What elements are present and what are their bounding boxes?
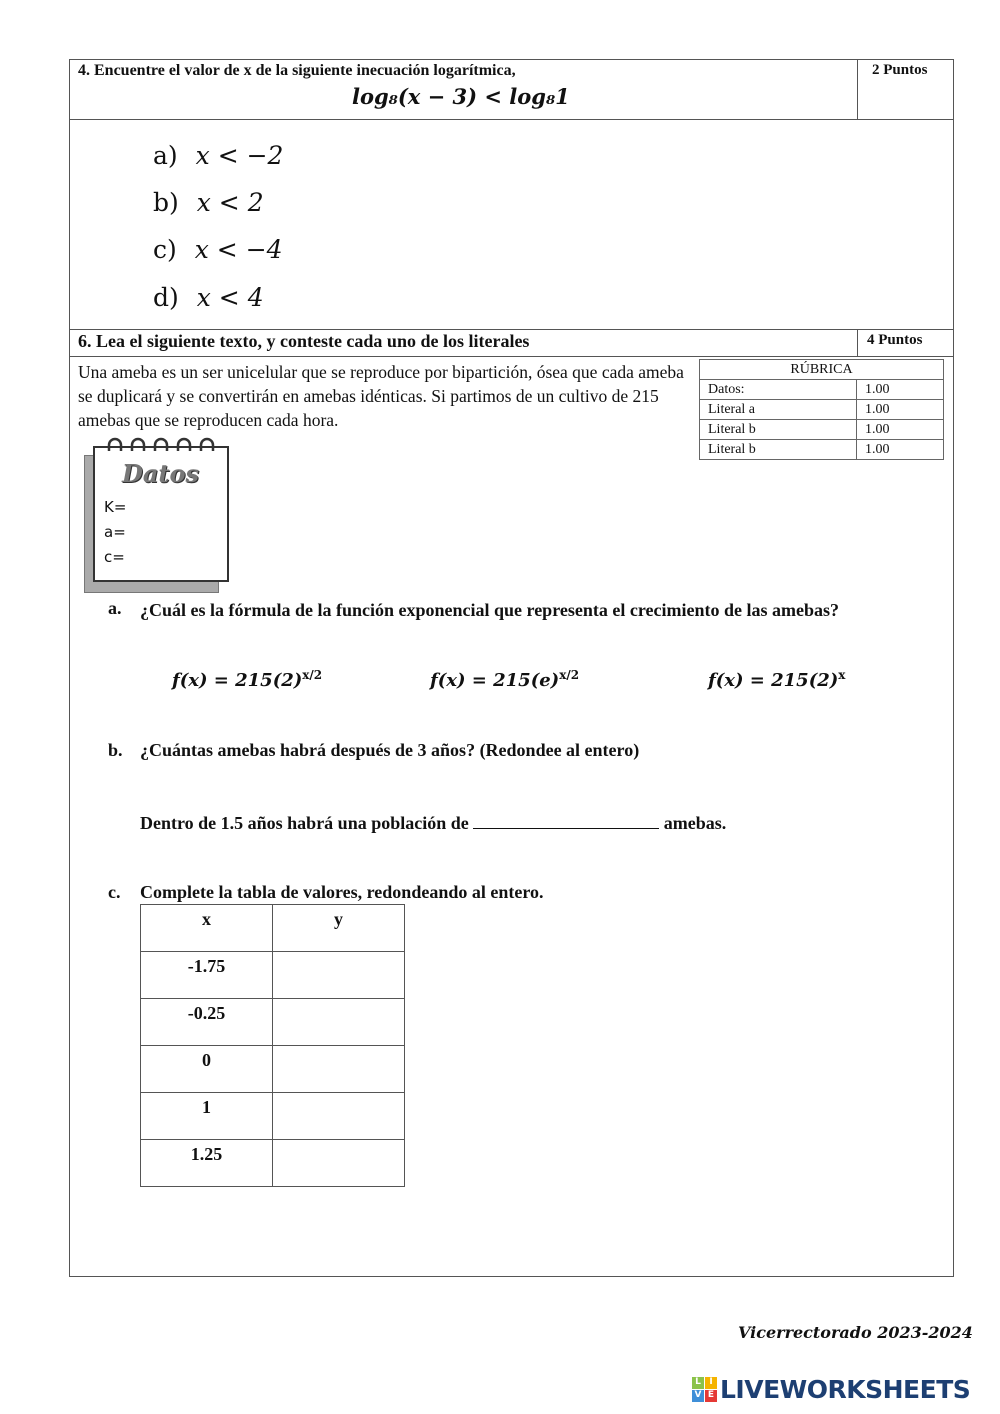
rubric-value: 1.00 xyxy=(857,400,944,420)
spiral-rings-icon xyxy=(104,437,224,461)
datos-k[interactable]: K= xyxy=(104,498,127,516)
literal-c-letter: c. xyxy=(108,882,121,902)
q4-points: 2 Puntos xyxy=(872,62,928,78)
q6-header-divider xyxy=(69,356,954,357)
formula-option-2[interactable] xyxy=(430,668,579,691)
brand-name: LIVEWORKSHEETS xyxy=(720,1375,971,1404)
q4-title: 4. Encuentre el valor de x de la siguiente inecuación logarítmica, xyxy=(78,62,516,79)
option-b[interactable] xyxy=(153,188,264,217)
x-value: -1.75 xyxy=(141,952,273,999)
y-input[interactable] xyxy=(273,999,405,1046)
formula-exponent: x/2 xyxy=(559,668,580,682)
option-letter: c) xyxy=(153,235,177,264)
q6-points: 4 Puntos xyxy=(867,332,923,348)
y-input[interactable] xyxy=(273,1093,405,1140)
header-y: y xyxy=(273,905,405,952)
answer-blank[interactable] xyxy=(473,812,659,829)
header-x: x xyxy=(141,905,273,952)
literal-b-letter: b. xyxy=(108,740,123,760)
datos-c[interactable]: c= xyxy=(104,548,125,566)
q6-points-divider xyxy=(857,329,858,357)
option-letter: d) xyxy=(153,283,179,312)
y-input[interactable] xyxy=(273,1046,405,1093)
sentence-after: amebas. xyxy=(663,813,727,833)
literal-a-question: ¿Cuál es la fórmula de la función exponencial que representa el crecimiento de las amebas? xyxy=(140,600,839,620)
x-value: 1 xyxy=(141,1093,273,1140)
datos-title: Datos xyxy=(122,459,199,488)
q4-header-divider xyxy=(69,119,954,120)
rubric-value: 1.00 xyxy=(857,380,944,400)
option-letter: b) xyxy=(153,188,179,217)
formula-base: f(x) = 215(2) xyxy=(172,670,303,691)
rubric-value: 1.00 xyxy=(857,440,944,460)
y-input[interactable] xyxy=(273,952,405,999)
option-d[interactable] xyxy=(153,283,264,312)
y-input[interactable] xyxy=(273,1140,405,1187)
footer-signature: Vicerrectorado 2023-2024 xyxy=(738,1323,973,1342)
q4-points-divider xyxy=(857,59,858,120)
rubric-value: 1.00 xyxy=(857,420,944,440)
option-text: x < −2 xyxy=(195,141,284,170)
literal-b-question: ¿Cuántas amebas habrá después de 3 años? (Redondee al entero) xyxy=(140,740,640,760)
sentence-before: Dentro de 1.5 años habrá una población de xyxy=(140,813,469,833)
literal-b-sentence xyxy=(140,812,726,834)
option-text: x < 2 xyxy=(196,188,264,217)
formula-exponent: x xyxy=(838,668,846,682)
logo-letter: I xyxy=(705,1377,717,1389)
option-text: x < −4 xyxy=(194,235,283,264)
x-value: -0.25 xyxy=(141,999,273,1046)
liveworksheets-logo xyxy=(692,1375,970,1404)
x-value: 0 xyxy=(141,1046,273,1093)
option-a[interactable] xyxy=(153,141,283,170)
formula-option-3[interactable] xyxy=(708,668,845,691)
q6-text: Una ameba es un ser unicelular que se reproduce por bipartición, ósea que cada ameba se duplicará y se convertirán en amebas idénticas. Si partimos de un cultivo de 215 amebas que se reproducen cada hora. xyxy=(78,362,684,430)
values-table xyxy=(140,904,405,1187)
formula-option-1[interactable] xyxy=(172,668,322,691)
rubric-label: Datos: xyxy=(700,380,857,400)
literal-a-letter: a. xyxy=(108,598,122,618)
x-value: 1.25 xyxy=(141,1140,273,1187)
rubric-label: Literal a xyxy=(700,400,857,420)
literal-c-question: Complete la tabla de valores, redondeando al entero. xyxy=(140,882,544,902)
datos-a[interactable]: a= xyxy=(104,523,126,541)
logo-letter: L xyxy=(692,1377,704,1389)
q6-title: 6. Lea el siguiente texto, y conteste cada uno de los literales xyxy=(78,331,530,351)
q6-top-divider xyxy=(69,329,954,330)
formula-base: f(x) = 215(2) xyxy=(708,670,839,691)
formula-base: f(x) = 215(e) xyxy=(430,670,560,691)
option-text: x < 4 xyxy=(196,283,264,312)
option-c[interactable] xyxy=(153,235,283,264)
rubric-label: Literal b xyxy=(700,440,857,460)
rubric-title: RÚBRICA xyxy=(700,360,944,380)
logo-letter: V xyxy=(692,1390,704,1402)
datos-notepad xyxy=(84,437,229,594)
live-logo-icon xyxy=(692,1377,717,1402)
q4-equation: log₈(x − 3) < log₈1 xyxy=(352,84,570,109)
rubric-table xyxy=(699,359,944,460)
rubric-label: Literal b xyxy=(700,420,857,440)
option-letter: a) xyxy=(153,141,178,170)
logo-letter: E xyxy=(705,1390,717,1402)
formula-exponent: x/2 xyxy=(302,668,323,682)
